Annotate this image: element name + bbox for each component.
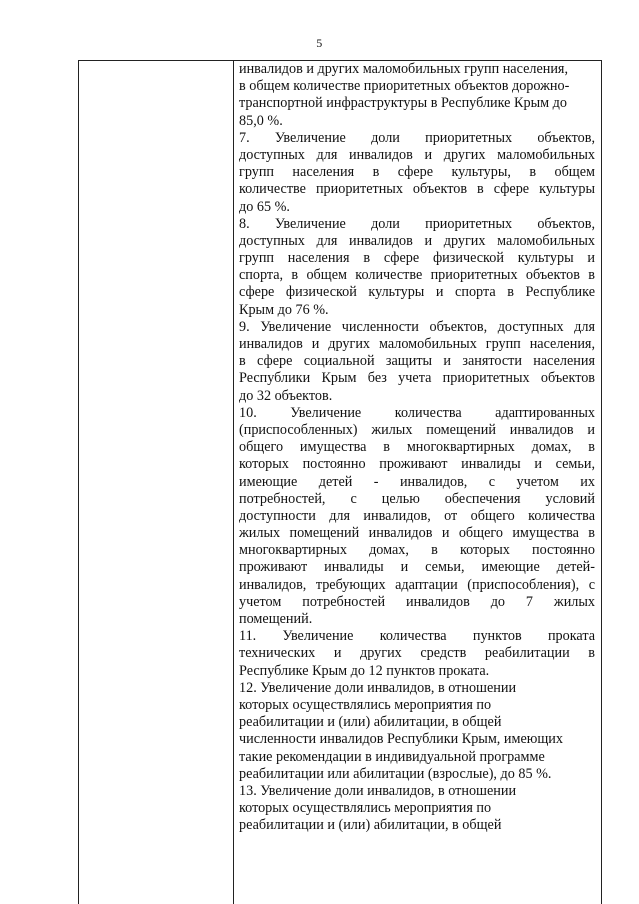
text-line: проживают инвалиды и семьи, имеющие детей- [239, 559, 595, 576]
text-line: 7. Увеличение доли приоритетных объектов, [239, 129, 595, 146]
text-line: 9. Увеличение численности объектов, доступных для [239, 318, 595, 335]
text-line: которых осуществлялись мероприятия по [239, 800, 492, 817]
text-line: до 32 объектов. [239, 387, 333, 404]
text-line: доступных для инвалидов и других маломобильных [239, 146, 595, 163]
text-line: такие рекомендации в индивидуальной программе [239, 748, 545, 765]
text-line: групп населения в сфере культуры, в общем [239, 164, 595, 181]
text-line: учетом потребностей инвалидов до 7 жилых [239, 593, 595, 610]
text-line: инвалидов и других маломобильных групп населения, [239, 336, 595, 352]
text-line: доступности для инвалидов, от общего количества [239, 507, 595, 524]
text-line: транспортной инфраструктуры в Республике Крым до [239, 95, 567, 112]
text-line: 85,0 %. [239, 112, 283, 129]
text-line: доступных для инвалидов и других маломобильных [239, 232, 595, 249]
text-line: 10. Увеличение количества адаптированных [239, 404, 595, 421]
text-line: численности инвалидов Республики Крым, имеющих [239, 731, 563, 748]
text-line: Республики Крым без учета приоритетных объектов [239, 370, 595, 387]
text-line: 11. Увеличение количества пунктов проката [239, 628, 595, 645]
text-line: сфере физической культуры и спорта в Республике [239, 284, 595, 301]
text-line: спорта, в общем количестве приоритетных объектов в [239, 267, 595, 284]
text-line: помещений. [239, 611, 313, 627]
text-line: 12. Увеличение доли инвалидов, в отношении [239, 679, 517, 696]
text-line: (приспособленных) жилых помещений инвалидов и [239, 421, 595, 438]
text-line: реабилитации и (или) абилитации, в общей [239, 714, 502, 731]
text-line: инвалидов и других маломобильных групп населения, [239, 61, 569, 77]
text-line: групп населения в сфере физической культуры и [239, 250, 595, 267]
text-line: реабилитации или абилитации (взрослые), до 85 %. [239, 765, 552, 782]
text-line: потребностей, с целью обеспечения условий [239, 490, 595, 507]
text-line: имеющие детей - инвалидов, с учетом их [239, 473, 595, 490]
text-line: количестве приоритетных объектов в сфере культуры [239, 181, 595, 198]
text-line: реабилитации и (или) абилитации, в общей [239, 817, 502, 834]
text-line: Крым до 76 %. [239, 301, 329, 318]
text-line: инвалидов, требующих адаптации (приспособления), с [239, 576, 595, 593]
text-line: до 65 %. [239, 198, 290, 215]
text-line: в общем количестве приоритетных объектов дорожно- [239, 78, 570, 95]
table-right-cell [234, 61, 601, 904]
table-left-cell [79, 61, 234, 904]
text-line: жилых помещений инвалидов и общего имущества в [239, 525, 595, 542]
text-line: 13. Увеличение доли инвалидов, в отношении [239, 782, 517, 799]
text-line: общего имущества в многоквартирных домах, в [239, 439, 595, 456]
page-number: 5 [316, 36, 323, 50]
text-line: в сфере социальной защиты и занятости населения [239, 353, 595, 370]
text-line: Республике Крым до 12 пунктов проката. [239, 662, 490, 679]
text-line: 8. Увеличение доли приоритетных объектов, [239, 215, 595, 232]
text-line: многоквартирных домах, в которых постоянно [239, 542, 595, 559]
document-table [78, 60, 602, 904]
text-line: которых осуществлялись мероприятия по [239, 696, 492, 713]
text-line: технических и других средств реабилитации в [239, 645, 595, 662]
text-line: которых постоянно проживают инвалиды и семьи, [239, 456, 595, 473]
